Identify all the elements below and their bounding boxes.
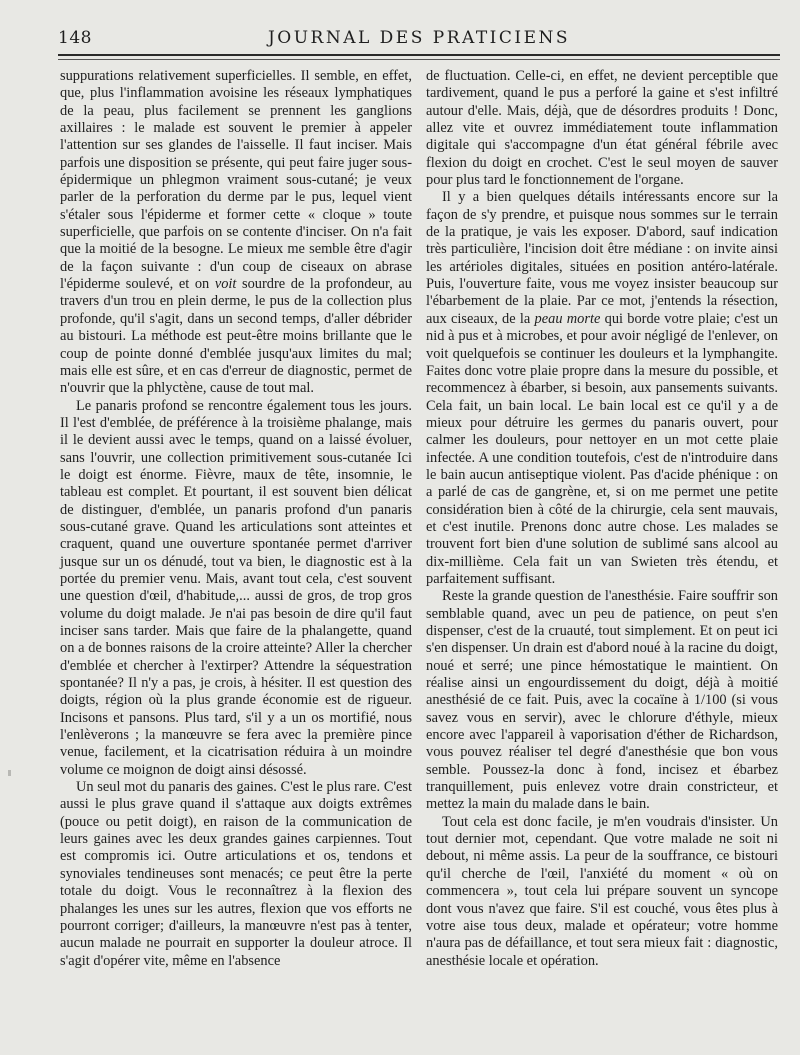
page-number: 148	[58, 28, 92, 48]
right-paragraph-3: Reste la grande question de l'anesthésie. Faire souffrir son semblable quand, avec un peu de patience, on peut s'en dispenser, c'est de la cruauté, tout simplement. Et on peut ici s'en dispenser. Un drain est d'abord noué à la racine du doigt, noué et serré; une pince hémostatique le maintient. On réalise ainsi un engourdissement du doigt, déjà à moitié anesthésié de ce fait. Puis, avec la cocaïne à 1/100 (si vous savez vous en servir), avec le chlorure d'éthyle, mieux encore avec l'appareil à vaporisation d'éther de Richardson, vous pouvez réaliser tel degré d'anesthésie que bon vous semble. Poussez-la donc à fond, incisez et ébarbez tranquillement, puis enlevez votre drain constricteur, et mettez la main du malade dans le bain.	[426, 588, 778, 813]
right-paragraph-2	[426, 189, 778, 588]
right-paragraph-2-emphasis: peau morte	[534, 310, 601, 327]
header-rule	[58, 54, 780, 56]
right-column	[426, 68, 778, 970]
left-paragraph-1-text: suppurations relativement superficielles. Il semble, en effet, que, plus l'inflammation avoisine les réseaux lymphatiques de la peau, plus facilement se prennent les ganglions axillaires : le malade est souvent le premier à appeler l'attention sur ses glandes de l'aisselle. Il faut inciser. Mais parfois une disposition se présente, qui peut faire juger sous-épidermique un phlegmon vraiment sous-cutané; je veux parler de la perforation du derme par le pus, lequel vient s'étaler sous l'épiderme et former cette « cloque » toute superficielle, que parfois on se contente d'inciser. On n'a fait que la moitié de la besogne. Le mieux me semble être d'agir de la façon suivante : d'un coup de ciseaux on abrase l'épiderme soulevé, et on	[60, 68, 412, 293]
left-paragraph-1-emphasis: voit	[214, 276, 237, 293]
page-header	[58, 28, 780, 50]
right-paragraph-2-text-end: qui borde votre plaie; c'est un nid à pus et à microbes, et pour avoir négligé de l'enlever, on voit quelquefois se continuer les douleurs et la lymphangite. Faites donc votre plaie propre dans la mesure du possible, et recommencez à ébarber, si besoin, aux pansements suivants. Cela fait, un bain local. Le bain local est ce qu'il y a de mieux pour détruire les germes du panaris ouvert, pour calmer les douleurs, pour nettoyer en un mot cette plaie infectée. A une condition toutefois, c'est de n'introduire dans le bain aucun antiseptique violent. Pas d'acide phénique : on a parlé de cas de gangrène, et, si on me permet une petite considération bien à côté de la chirurgie, cela sent mauvais, et c'est inutile. Prenons donc autre chose. Les malades se trouvent fort bien d'une solution de sublimé sans alcool au dix-millième. Cela fait un van Swieten très étendu, et parfaitement suffisant.	[426, 310, 778, 587]
right-paragraph-2-text: Il y a bien quelques détails intéressants encore sur la façon de s'y prendre, et puisque nous sommes sur le terrain de la pratique, je vais les exposer. D'abord, sauf indication très particulière, l'incision doit être médiane : on invite ainsi les artérioles digitales, situées en position antéro-latérale. Puis, l'ouverture faite, vous me voyez insister beaucoup sur l'ébarbement de la plaie. Par ce mot, j'entends la résection, aux ciseaux, de la	[426, 189, 778, 327]
left-paragraph-3: Un seul mot du panaris des gaines. C'est le plus rare. C'est aussi le plus grave quand il s'attaque aux doigts extrêmes (pouce ou petit doigt), en raison de la communication de leurs gaines avec les deux grandes gaines carpiennes. Tout est compromis ici. Outre articulations et os, tendons et synoviales tendineuses sont menacés; ce peut être la perte totale du doigt. Vous le reconnaîtrez à la flexion des phalanges les unes sur les autres, flexion que vos efforts ne pourront corriger; d'ailleurs, la manœuvre n'est pas à tenter, aucun malade ne pourrait en supporter la douleur atroce. Il s'agit d'opérer vite, même en l'absence	[60, 779, 412, 969]
margin-speck	[8, 770, 11, 776]
left-column	[60, 68, 412, 970]
header-rule-thin	[58, 59, 780, 60]
left-paragraph-1-text-end: sourdre de la profondeur, au travers d'un trou en plein derme, le pus de la collection plus profonde, qu'il s'agit, dans un second temps, d'aller débrider au bistouri. La méthode est peut-être moins brillante que le coup de pointe donné d'emblée jusqu'aux limites du mal; mais elle est sûre, et en cas d'erreur de diagnostic, permet de n'ouvrir que la phlyctène, cause de tout mal.	[60, 276, 412, 397]
running-title: JOURNAL DES PRATICIENS	[267, 28, 571, 48]
left-paragraph-2: Le panaris profond se rencontre également tous les jours. Il l'est d'emblée, de préférence à la troisième phalange, mais il le devient aussi avec le temps, quand on a laissé évoluer, sans l'ouvrir, une collection primitivement sous-cutanée Ici le doigt est énorme. Fièvre, maux de tête, insomnie, le tableau est complet. Et pourtant, il est souvent bien délicat de distinguer, d'emblée, un panaris profond d'un panaris sous-cutané grave. Quand les articulations sont atteintes et craquent, quand une ouverture spontanée permet d'arriver jusque sur un os dénudé, tout va bien, le diagnostic est à la portée du premier venu. Mais, avant tout cela, c'est souvent une question d'œil, d'habitude,... aussi de gros, de trop gros volume du doigt malade. Je n'ai pas besoin de dire qu'il faut inciser sans tarder. Mais que faire de la phalangette, quand on a de bonnes raisons de la croire atteinte? Aller la chercher d'emblée et chercher à l'extirper? Attendre la séquestration spontanée? Il n'y a pas, je crois, à hésiter. Il est question des doigts, région où la plus grande économie est de rigueur. Incisons et pansons. Plus tard, s'il y a un os mortifié, nous l'enlèverons ; la manœuvre se fera avec la première pince venue, facilement, et la cicatrisation réduira à un moindre volume ce moignon de doigt ainsi désossé.	[60, 397, 412, 778]
left-paragraph-1	[60, 68, 412, 398]
right-paragraph-4: Tout cela est donc facile, je m'en voudrais d'insister. Un tout dernier mot, cependant. Que votre malade ne soit ni debout, ni même assis. La peur de la souffrance, ce bistouri qu'il cherche de l'œil, l'anxiété du moment « où on commencera », tout cela lui prépare souvent un syncope dont vous n'avez que faire. S'il est couché, vous êtes plus à votre aise tous deux, malade et opérateur; votre homme n'aura pas de défaillance, et tout sera mieux fait : diagnostic, anesthésie locale et opération.	[426, 813, 778, 969]
right-paragraph-1: de fluctuation. Celle-ci, en effet, ne devient perceptible que tardivement, quand le pus a perforé la gaine et s'est infiltré autour d'elle. Mais, déjà, que de désordres produits ! Donc, allez vite et ouvrez immédiatement toute inflammation digitale qui s'accompagne d'un état général fébrile avec flexion du doigt en crochet. C'est le seul moyen de sauver pour plus tard le fonctionnement de l'organe.	[426, 68, 778, 189]
